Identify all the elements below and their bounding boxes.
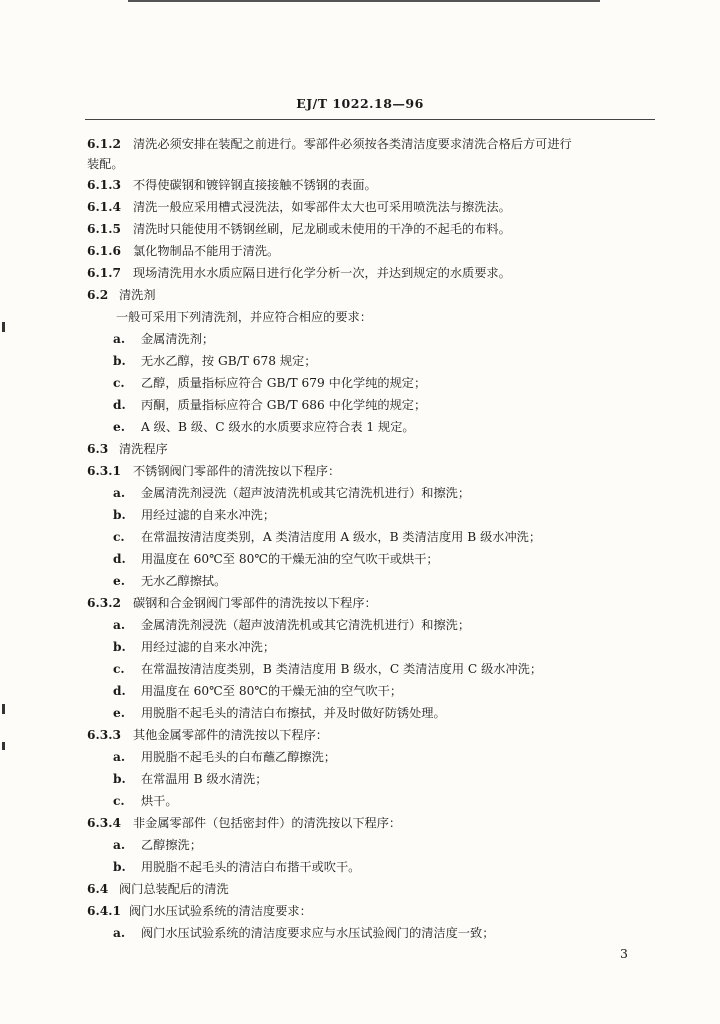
page-number: 3	[620, 946, 628, 961]
list-item: b. 用经过滤的自来水冲洗；	[113, 640, 276, 654]
clause-6-1-4: 6.1.4 清洗一般应采用槽式浸洗法，如零部件太大也可采用喷洗法与擦洗法。	[87, 200, 511, 214]
clause-6-1-6: 6.1.6 氯化物制品不能用于清洗。	[87, 244, 280, 258]
clause-6-1-3: 6.1.3 不得使碳钢和镀锌钢直接接触不锈钢的表面。	[87, 178, 377, 192]
list-item: a. 阀门水压试验系统的清洁度要求应与水压试验阀门的清洁度一致；	[113, 926, 495, 940]
clause-6-1-2: 6.1.2 清洗必须安排在装配之前进行。零部件必须按各类清洁度要求清洗合格后方可进行	[87, 137, 572, 151]
clause-6-3-4: 6.3.4 非金属零部件（包括密封件）的清洗按以下程序：	[87, 816, 402, 830]
document-code-header: EJ/T 1022.18—96	[296, 96, 424, 111]
list-item: d. 丙酮，质量指标应符合 GB/T 686 中化学纯的规定；	[113, 398, 427, 412]
list-item: c. 在常温按清洁度类别，A 类清洁度用 A 级水，B 类清洁度用 B 级水冲洗；	[113, 530, 542, 544]
list-item: b. 用脱脂不起毛头的清洁白布揩干或吹干。	[113, 860, 361, 874]
list-item: e. 用脱脂不起毛头的清洁白布擦拭，并及时做好防锈处理。	[113, 706, 446, 720]
clause-6-4-1: 6.4.1 阀门水压试验系统的清洁度要求：	[87, 904, 312, 918]
list-item: b. 在常温用 B 级水清洗；	[113, 772, 268, 786]
clause-6-1-5: 6.1.5 清洗时只能使用不锈钢丝刷，尼龙刷或未使用的干净的不起毛的布料。	[87, 222, 511, 236]
list-item: c. 乙醇，质量指标应符合 GB/T 679 中化学纯的规定；	[113, 376, 427, 390]
list-item: a. 金属清洗剂浸洗（超声波清洗机或其它清洗机进行）和擦洗；	[113, 486, 471, 500]
clause-6-1-7: 6.1.7 现场清洗用水水质应隔日进行化学分析一次，并达到规定的水质要求。	[87, 266, 511, 280]
section-6-2-intro: 一般可采用下列清洗剂，并应符合相应的要求：	[116, 310, 372, 324]
section-6-4-heading: 6.4 阀门总装配后的清洗	[87, 882, 229, 896]
list-item: a. 用脱脂不起毛头的白布蘸乙醇擦洗；	[113, 750, 336, 764]
clause-6-3-3: 6.3.3 其他金属零部件的清洗按以下程序：	[87, 728, 328, 742]
list-item: a. 金属清洗剂；	[113, 332, 215, 346]
list-item: b. 无水乙醇，按 GB/T 678 规定；	[113, 354, 317, 368]
list-item: d. 用温度在 60℃至 80℃的干燥无油的空气吹干或烘干；	[113, 552, 439, 566]
list-item: e. 无水乙醇擦拭。	[113, 574, 227, 588]
clause-6-3-2: 6.3.2 碳钢和合金钢阀门零部件的清洗按以下程序：	[87, 596, 377, 610]
list-item: a. 金属清洗剂浸洗（超声波清洗机或其它清洗机进行）和擦洗；	[113, 618, 471, 632]
list-item: e. A 级、B 级、C 级水的水质要求应符合表 1 规定。	[113, 420, 415, 434]
list-item: c. 烘干。	[113, 794, 178, 808]
list-item: a. 乙醇擦洗；	[113, 838, 202, 852]
list-item: d. 用温度在 60℃至 80℃的干燥无油的空气吹干；	[113, 684, 403, 698]
list-item: b. 用经过滤的自来水冲洗；	[113, 508, 276, 522]
clause-6-3-1: 6.3.1 不锈钢阀门零部件的清洗按以下程序：	[87, 464, 341, 478]
list-item: c. 在常温按清洁度类别，B 类清洁度用 B 级水，C 类清洁度用 C 级水冲洗；	[113, 662, 543, 676]
section-6-3-heading: 6.3 清洗程序	[87, 442, 168, 456]
section-6-2-heading: 6.2 清洗剂	[87, 288, 156, 302]
clause-6-1-2-continuation: 装配。	[87, 157, 124, 171]
